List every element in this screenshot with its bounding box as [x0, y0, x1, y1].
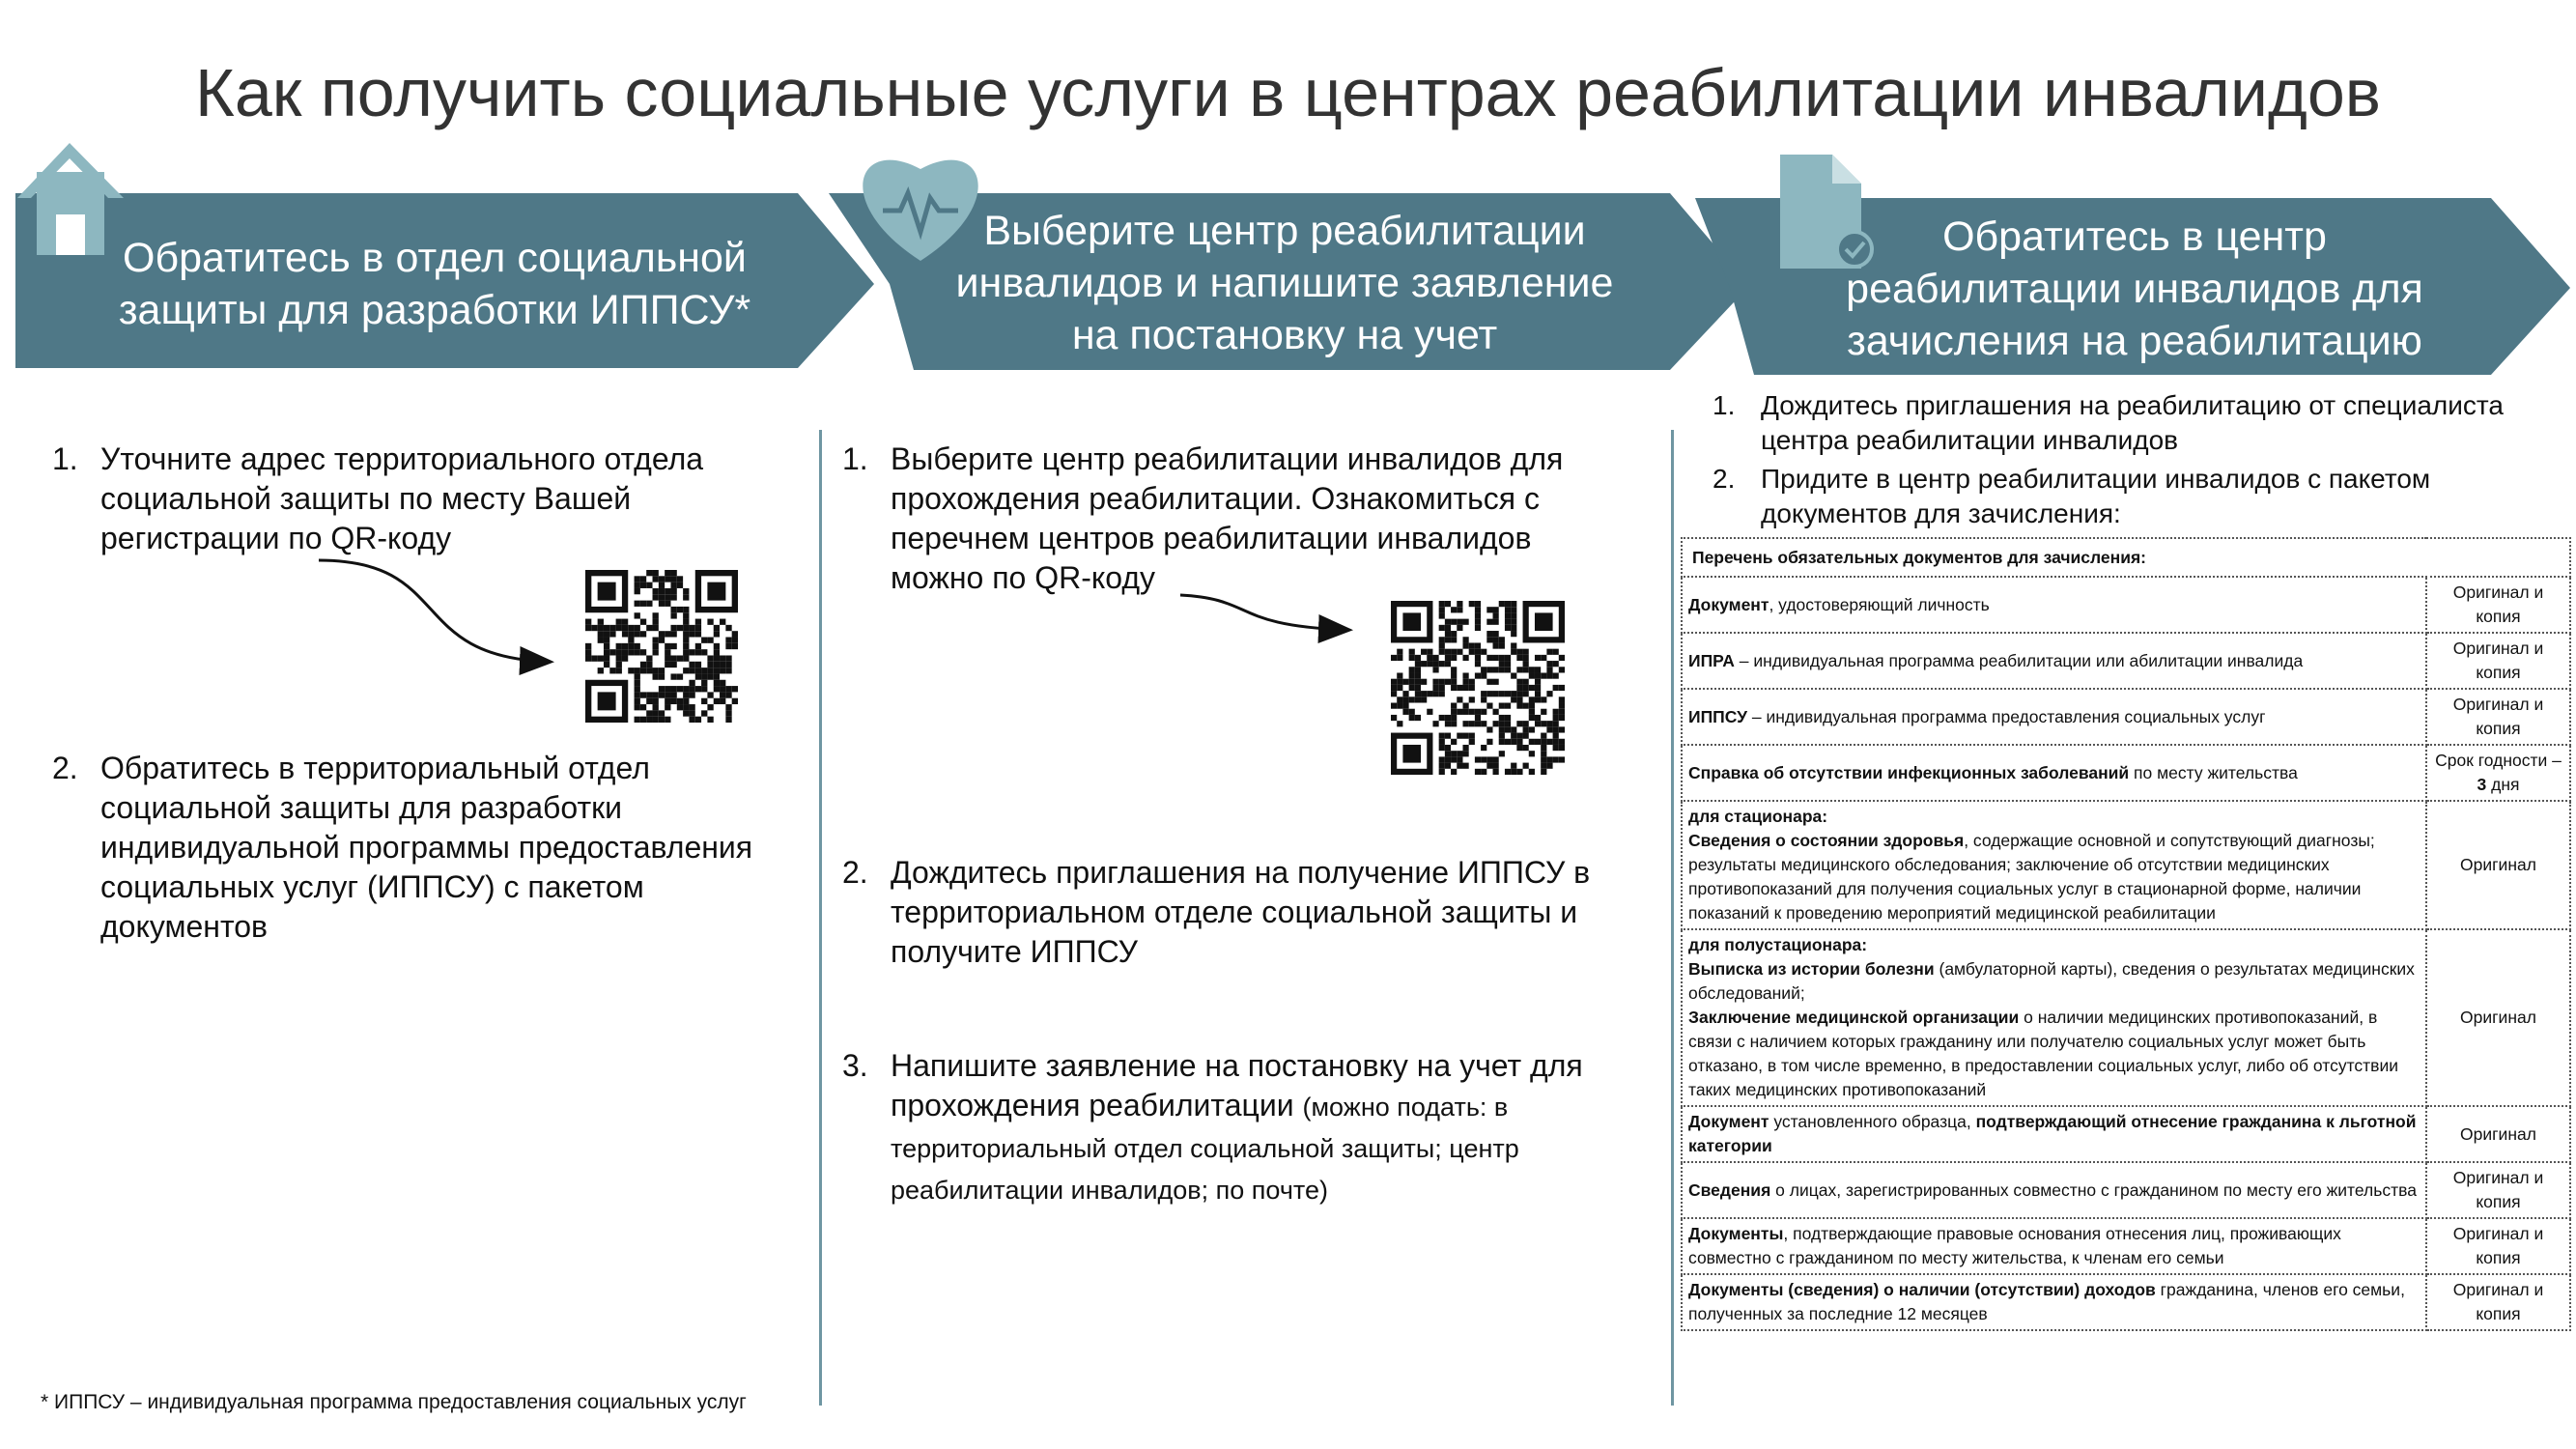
document-status: Оригинал и копия [2426, 577, 2570, 633]
document-status: Оригинал и копия [2426, 689, 2570, 745]
list-item: 2. Дождитесь приглашения на получение ИППСУ в территориальном отделе социальной защиты и получите ИППСУ [842, 855, 1591, 969]
list-item: 1. Дождитесь приглашения на реабилитацию от специалиста центра реабилитации инвалидов [1713, 390, 2504, 455]
page-title: Как получить социальные услуги в центрах реабилитации инвалидов [195, 55, 2381, 130]
list-item: 2. Обратитесь в территориальный отдел социальной защиты для разработки индивидуальной программы предоставления социальных услуг (ИППСУ) с пакетом документов [52, 751, 753, 944]
list-item: 2. Придите в центр реабилитации инвалидов с пакетом документов для зачисления: [1713, 464, 2431, 528]
table-row [1682, 1106, 2570, 1162]
document-name: Сведения о лицах, зарегистрированных совместно с гражданином по месту его жительства [1682, 1162, 2426, 1218]
table-row [1682, 1162, 2570, 1218]
stage2-steps-3 [842, 1046, 1625, 1210]
table-row [1682, 1274, 2570, 1330]
table-row [1682, 929, 2570, 1106]
qr-code-icon[interactable] [1391, 601, 1565, 775]
document-name: Справка об отсутствии инфекционных заболеваний по месту жительства [1682, 745, 2426, 801]
stage2-steps [842, 440, 1615, 598]
table-row [1682, 577, 2570, 633]
document-status: Оригинал и копия [2426, 633, 2570, 689]
footnote: * ИППСУ – индивидуальная программа предоставления социальных услуг [41, 1391, 747, 1413]
table-header-row [1682, 538, 2570, 577]
stage2-title: Выберите центр реабилитации инвалидов и напишите заявление на постановку на учет [955, 208, 1614, 358]
document-status: Срок годности – 3 дня [2426, 745, 2570, 801]
document-status: Оригинал [2426, 929, 2570, 1106]
qr-code-icon[interactable] [585, 570, 738, 723]
table-row [1682, 1218, 2570, 1274]
list-item: 1. Выберите центр реабилитации инвалидов для прохождения реабилитации. Ознакомиться с перечнем центров реабилитации инвалидов можно по QR-коду [842, 441, 1564, 595]
arrow-icon [319, 560, 549, 662]
arrow-icon [1180, 595, 1347, 630]
document-status: Оригинал и копия [2426, 1274, 2570, 1330]
list-item: 1. Уточните адрес территориального отдела социальной защиты по месту Вашей регистрации по QR-коду [52, 441, 704, 555]
document-name: Документ установленного образца, подтверждающий отнесение гражданина к льготной категории [1682, 1106, 2426, 1162]
table-header: Перечень обязательных документов для зачисления: [1682, 538, 2570, 577]
table-row [1682, 689, 2570, 745]
table-row [1682, 633, 2570, 689]
stage1-title: Обратитесь в отдел социальной защиты для разработки ИППСУ* [118, 235, 751, 333]
document-name: ИПРА – индивидуальная программа реабилитации или абилитации инвалида [1682, 633, 2426, 689]
document-name: для стационара: Сведения о состоянии здоровья, содержащие основной и сопутствующий диагнозы; результаты медицинского обследования; заключение об отсутствии медицинских противопоказаний для получения социальных услуг в стационарной форме, наличии показаний к проведению мероприятий медицинской реабилитации [1682, 801, 2426, 929]
list-item: 3. Напишите заявление на постановку на учет для прохождения реабилитации (можно подать: в территориальный отдел социальной защиты; центр реабилитации инвалидов; по почте) [842, 1048, 1583, 1205]
document-status: Оригинал [2426, 801, 2570, 929]
document-status: Оригинал и копия [2426, 1218, 2570, 1274]
document-name: Документ, удостоверяющий личность [1682, 577, 2426, 633]
document-name: Документы, подтверждающие правовые основания отнесения лиц, проживающих совместно с гражданином по месту жительства, к членам его семьи [1682, 1218, 2426, 1274]
table-row [1682, 801, 2570, 929]
document-name: Документы (сведения) о наличии (отсутствии) доходов гражданина, членов его семьи, полученных за последние 12 месяцев [1682, 1274, 2426, 1330]
document-name: для полустационара: Выписка из истории болезни (амбулаторной карты), сведения о результатах медицинских обследований; Заключение медицинской организации о наличии медицинских противопоказаний, в связи с наличием которых гражданину или получателю социальных услуг может быть отказано, в том числе временно, в предоставлении социальных услуг, либо об отсутствии таких медицинских противопоказаний [1682, 929, 2426, 1106]
stage3-title: Обратитесь в центр реабилитации инвалидов для зачисления на реабилитацию [1846, 213, 2423, 364]
documents-table [1681, 537, 2571, 1331]
document-status: Оригинал [2426, 1106, 2570, 1162]
document-name: ИППСУ – индивидуальная программа предоставления социальных услуг [1682, 689, 2426, 745]
table-row [1682, 745, 2570, 801]
document-status: Оригинал и копия [2426, 1162, 2570, 1218]
stage2-steps-2 [842, 853, 1615, 972]
stage3-steps [1713, 388, 2562, 531]
